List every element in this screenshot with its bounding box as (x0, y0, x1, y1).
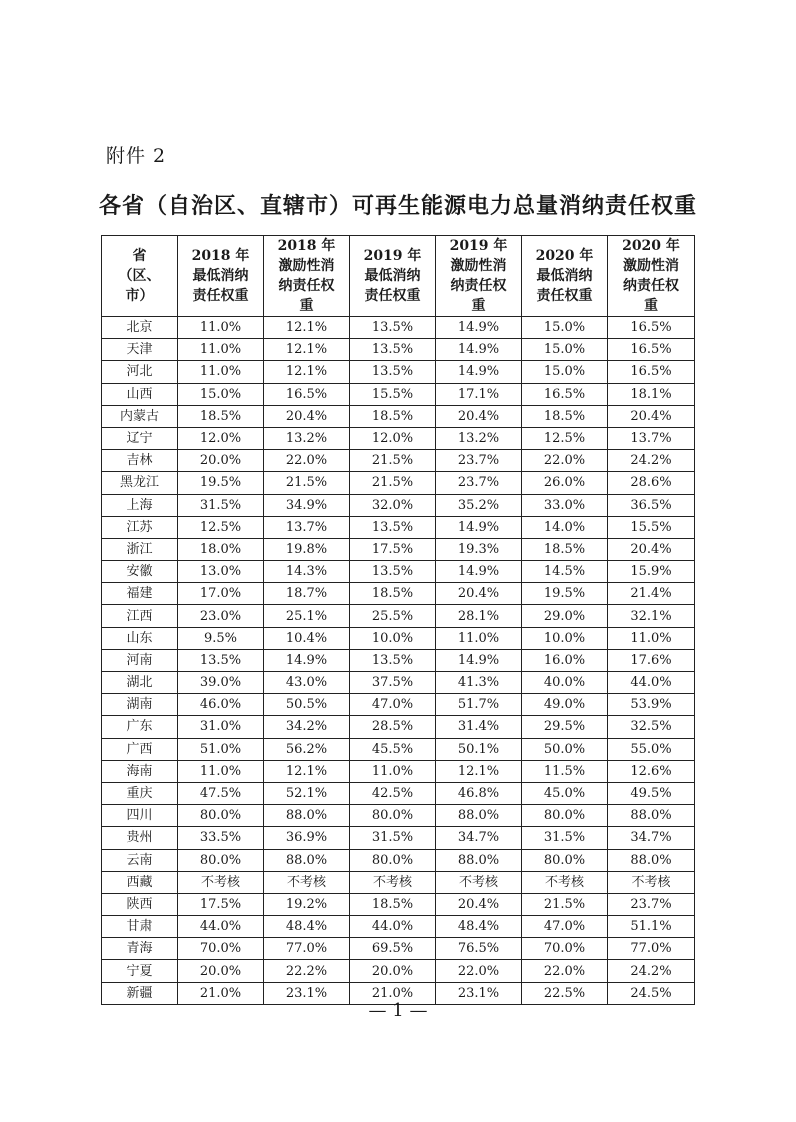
weight-2019-min-cell: 11.0% (350, 760, 436, 782)
weight-2020-incentive-cell: 15.9% (608, 561, 695, 583)
weight-2019-incentive-cell: 23.1% (436, 982, 522, 1004)
weight-2018-incentive-cell: 23.1% (264, 982, 350, 1004)
table-row (102, 516, 695, 538)
weight-2019-min-cell: 13.5% (350, 361, 436, 383)
page-number: — 1 — (368, 1000, 428, 1021)
table-row (102, 383, 695, 405)
weight-2019-incentive-cell: 14.9% (436, 561, 522, 583)
weight-2020-min-cell: 29.0% (522, 605, 608, 627)
weight-2018-min-cell: 47.5% (178, 782, 264, 804)
weight-2020-incentive-cell: 88.0% (608, 849, 695, 871)
weight-2020-min-cell: 26.0% (522, 472, 608, 494)
weight-2018-incentive-cell: 12.1% (264, 339, 350, 361)
province-cell: 浙江 (102, 538, 178, 560)
weight-2019-min-cell: 69.5% (350, 938, 436, 960)
province-cell: 西藏 (102, 871, 178, 893)
weight-2018-min-cell: 13.0% (178, 561, 264, 583)
province-cell: 贵州 (102, 827, 178, 849)
weight-2019-incentive-cell: 34.7% (436, 827, 522, 849)
table-row (102, 827, 695, 849)
weight-2019-incentive-cell: 不考核 (436, 871, 522, 893)
weight-2018-incentive-cell: 52.1% (264, 782, 350, 804)
weight-2018-incentive-cell: 25.1% (264, 605, 350, 627)
province-cell: 青海 (102, 938, 178, 960)
weight-2020-min-cell: 16.0% (522, 649, 608, 671)
weight-2019-min-cell: 15.5% (350, 383, 436, 405)
weight-2019-min-cell: 31.5% (350, 827, 436, 849)
weight-2018-incentive-cell: 13.7% (264, 516, 350, 538)
weight-2020-incentive-cell: 18.1% (608, 383, 695, 405)
weight-2019-min-cell: 80.0% (350, 805, 436, 827)
weight-2020-incentive-cell: 55.0% (608, 738, 695, 760)
weight-2018-incentive-cell: 12.1% (264, 317, 350, 339)
weight-2019-incentive-cell: 23.7% (436, 472, 522, 494)
weight-2019-incentive-cell: 35.2% (436, 494, 522, 516)
weight-2019-min-cell: 42.5% (350, 782, 436, 804)
table-row (102, 738, 695, 760)
table-row (102, 427, 695, 449)
weight-2019-min-cell: 21.0% (350, 982, 436, 1004)
weight-2020-incentive-cell: 16.5% (608, 317, 695, 339)
weight-2019-min-cell: 20.0% (350, 960, 436, 982)
weight-2018-incentive-cell: 88.0% (264, 849, 350, 871)
province-cell: 重庆 (102, 782, 178, 804)
weight-2019-incentive-cell: 14.9% (436, 361, 522, 383)
weight-2018-incentive-cell: 不考核 (264, 871, 350, 893)
table-row (102, 450, 695, 472)
weight-2018-min-cell: 70.0% (178, 938, 264, 960)
weight-2018-incentive-cell: 14.9% (264, 649, 350, 671)
weight-2019-incentive-cell: 14.9% (436, 649, 522, 671)
weight-2018-min-cell: 20.0% (178, 960, 264, 982)
weight-2019-min-cell: 28.5% (350, 716, 436, 738)
weight-2018-min-cell: 18.5% (178, 405, 264, 427)
table-row (102, 938, 695, 960)
weight-2020-min-cell: 15.0% (522, 317, 608, 339)
weight-2019-min-cell: 13.5% (350, 561, 436, 583)
weight-2018-min-cell: 20.0% (178, 450, 264, 472)
weight-2020-incentive-cell: 53.9% (608, 694, 695, 716)
province-cell: 上海 (102, 494, 178, 516)
weight-2018-incentive-cell: 34.2% (264, 716, 350, 738)
weight-2020-min-cell: 70.0% (522, 938, 608, 960)
weight-2019-incentive-cell: 17.1% (436, 383, 522, 405)
weight-2019-min-cell: 18.5% (350, 405, 436, 427)
table-row (102, 672, 695, 694)
weight-2019-min-cell: 45.5% (350, 738, 436, 760)
table-row (102, 849, 695, 871)
weight-2020-min-cell: 47.0% (522, 916, 608, 938)
weight-2020-incentive-cell: 20.4% (608, 405, 695, 427)
weight-2018-min-cell: 23.0% (178, 605, 264, 627)
weight-2020-incentive-cell: 24.5% (608, 982, 695, 1004)
weight-2020-min-cell: 45.0% (522, 782, 608, 804)
weight-2019-min-cell: 13.5% (350, 516, 436, 538)
province-cell: 北京 (102, 317, 178, 339)
weight-2019-incentive-cell: 88.0% (436, 805, 522, 827)
weight-2020-min-cell: 19.5% (522, 583, 608, 605)
table-row (102, 339, 695, 361)
weight-2019-incentive-cell: 46.8% (436, 782, 522, 804)
table-row (102, 627, 695, 649)
weight-2020-incentive-cell: 51.1% (608, 916, 695, 938)
weight-2018-min-cell: 31.5% (178, 494, 264, 516)
weight-2020-incentive-cell: 24.2% (608, 960, 695, 982)
weight-2019-incentive-cell: 12.1% (436, 760, 522, 782)
column-header-2019-incentive: 2019 年激励性消纳责任权重 (436, 236, 522, 317)
weight-2018-incentive-cell: 19.8% (264, 538, 350, 560)
weight-2018-incentive-cell: 50.5% (264, 694, 350, 716)
weight-2018-incentive-cell: 22.2% (264, 960, 350, 982)
weight-2020-incentive-cell: 23.7% (608, 893, 695, 915)
weight-2020-incentive-cell: 11.0% (608, 627, 695, 649)
weight-2020-incentive-cell: 不考核 (608, 871, 695, 893)
weight-2018-min-cell: 13.5% (178, 649, 264, 671)
weight-2018-incentive-cell: 20.4% (264, 405, 350, 427)
province-cell: 云南 (102, 849, 178, 871)
weight-2020-incentive-cell: 88.0% (608, 805, 695, 827)
weight-2018-min-cell: 51.0% (178, 738, 264, 760)
table-row (102, 583, 695, 605)
weight-2020-min-cell: 15.0% (522, 361, 608, 383)
weight-2020-min-cell: 18.5% (522, 538, 608, 560)
province-cell: 吉林 (102, 450, 178, 472)
province-cell: 江苏 (102, 516, 178, 538)
weight-2020-incentive-cell: 17.6% (608, 649, 695, 671)
weight-2019-min-cell: 13.5% (350, 317, 436, 339)
weight-2019-min-cell: 17.5% (350, 538, 436, 560)
weight-2018-min-cell: 15.0% (178, 383, 264, 405)
table-row (102, 805, 695, 827)
weight-2018-incentive-cell: 43.0% (264, 672, 350, 694)
table-row (102, 361, 695, 383)
table-row (102, 405, 695, 427)
weight-2019-min-cell: 10.0% (350, 627, 436, 649)
weight-2018-min-cell: 31.0% (178, 716, 264, 738)
weight-2020-min-cell: 80.0% (522, 849, 608, 871)
weight-2020-min-cell: 33.0% (522, 494, 608, 516)
weight-2018-min-cell: 12.5% (178, 516, 264, 538)
weight-2019-incentive-cell: 48.4% (436, 916, 522, 938)
weight-2019-incentive-cell: 14.9% (436, 317, 522, 339)
column-header-2020-incentive: 2020 年激励性消纳责任权重 (608, 236, 695, 317)
province-cell: 天津 (102, 339, 178, 361)
weight-2020-min-cell: 15.0% (522, 339, 608, 361)
weight-2018-incentive-cell: 19.2% (264, 893, 350, 915)
weight-2020-min-cell: 49.0% (522, 694, 608, 716)
province-cell: 四川 (102, 805, 178, 827)
weight-2020-incentive-cell: 24.2% (608, 450, 695, 472)
weights-table (101, 235, 695, 1005)
weight-2018-incentive-cell: 12.1% (264, 760, 350, 782)
weight-2019-min-cell: 32.0% (350, 494, 436, 516)
weight-2018-min-cell: 17.5% (178, 893, 264, 915)
table-header-row (102, 236, 695, 317)
weight-2018-min-cell: 18.0% (178, 538, 264, 560)
weight-2019-incentive-cell: 23.7% (436, 450, 522, 472)
weight-2018-min-cell: 11.0% (178, 317, 264, 339)
weight-2019-incentive-cell: 76.5% (436, 938, 522, 960)
weight-2020-min-cell: 16.5% (522, 383, 608, 405)
weight-2019-min-cell: 18.5% (350, 893, 436, 915)
weight-2018-incentive-cell: 12.1% (264, 361, 350, 383)
province-cell: 陕西 (102, 893, 178, 915)
weight-2018-incentive-cell: 13.2% (264, 427, 350, 449)
weight-2018-min-cell: 9.5% (178, 627, 264, 649)
weight-2020-incentive-cell: 32.5% (608, 716, 695, 738)
weight-2019-min-cell: 21.5% (350, 450, 436, 472)
weight-2019-incentive-cell: 88.0% (436, 849, 522, 871)
weight-2020-min-cell: 14.0% (522, 516, 608, 538)
weight-2020-min-cell: 22.5% (522, 982, 608, 1004)
weight-2019-min-cell: 13.5% (350, 649, 436, 671)
weight-2019-min-cell: 47.0% (350, 694, 436, 716)
weight-2018-min-cell: 39.0% (178, 672, 264, 694)
weight-2018-incentive-cell: 10.4% (264, 627, 350, 649)
weight-2020-min-cell: 31.5% (522, 827, 608, 849)
weight-2020-incentive-cell: 77.0% (608, 938, 695, 960)
province-cell: 江西 (102, 605, 178, 627)
weight-2019-min-cell: 18.5% (350, 583, 436, 605)
weight-2020-incentive-cell: 16.5% (608, 361, 695, 383)
weight-2018-min-cell: 44.0% (178, 916, 264, 938)
table-row (102, 538, 695, 560)
weight-2019-min-cell: 80.0% (350, 849, 436, 871)
document-title: 各省（自治区、直辖市）可再生能源电力总量消纳责任权重 (98, 193, 697, 219)
column-header-2020-min: 2020 年最低消纳责任权重 (522, 236, 608, 317)
table-row (102, 871, 695, 893)
weight-2018-min-cell: 11.0% (178, 361, 264, 383)
weight-2020-min-cell: 18.5% (522, 405, 608, 427)
province-cell: 湖北 (102, 672, 178, 694)
table-row (102, 893, 695, 915)
weight-2019-incentive-cell: 14.9% (436, 516, 522, 538)
weight-2019-incentive-cell: 50.1% (436, 738, 522, 760)
weight-2018-min-cell: 46.0% (178, 694, 264, 716)
province-cell: 海南 (102, 760, 178, 782)
table-row (102, 760, 695, 782)
province-cell: 甘肃 (102, 916, 178, 938)
weight-2019-incentive-cell: 51.7% (436, 694, 522, 716)
weight-2018-min-cell: 33.5% (178, 827, 264, 849)
weight-2020-min-cell: 22.0% (522, 450, 608, 472)
weight-2018-incentive-cell: 56.2% (264, 738, 350, 760)
province-cell: 宁夏 (102, 960, 178, 982)
weight-2019-incentive-cell: 28.1% (436, 605, 522, 627)
weight-2018-incentive-cell: 77.0% (264, 938, 350, 960)
weight-2020-incentive-cell: 16.5% (608, 339, 695, 361)
weight-2019-min-cell: 21.5% (350, 472, 436, 494)
weight-2020-min-cell: 29.5% (522, 716, 608, 738)
weight-2020-incentive-cell: 34.7% (608, 827, 695, 849)
weight-2019-min-cell: 12.0% (350, 427, 436, 449)
weight-2019-incentive-cell: 31.4% (436, 716, 522, 738)
weight-2018-incentive-cell: 14.3% (264, 561, 350, 583)
table-row (102, 561, 695, 583)
weight-2018-min-cell: 11.0% (178, 760, 264, 782)
weight-2020-min-cell: 10.0% (522, 627, 608, 649)
province-cell: 河南 (102, 649, 178, 671)
weight-2019-incentive-cell: 41.3% (436, 672, 522, 694)
weight-2018-min-cell: 11.0% (178, 339, 264, 361)
weight-2020-min-cell: 40.0% (522, 672, 608, 694)
weight-2020-min-cell: 11.5% (522, 760, 608, 782)
weight-2018-incentive-cell: 22.0% (264, 450, 350, 472)
weight-2020-min-cell: 22.0% (522, 960, 608, 982)
table-row (102, 472, 695, 494)
weight-2019-min-cell: 25.5% (350, 605, 436, 627)
table-row (102, 317, 695, 339)
weight-2020-min-cell: 21.5% (522, 893, 608, 915)
weight-2020-incentive-cell: 21.4% (608, 583, 695, 605)
weight-2019-incentive-cell: 22.0% (436, 960, 522, 982)
weight-2018-min-cell: 19.5% (178, 472, 264, 494)
weight-2019-incentive-cell: 11.0% (436, 627, 522, 649)
table-row (102, 649, 695, 671)
weight-2018-min-cell: 12.0% (178, 427, 264, 449)
province-cell: 山西 (102, 383, 178, 405)
weight-2019-min-cell: 44.0% (350, 916, 436, 938)
weight-2020-min-cell: 12.5% (522, 427, 608, 449)
weight-2020-min-cell: 50.0% (522, 738, 608, 760)
weight-2020-incentive-cell: 36.5% (608, 494, 695, 516)
table-row (102, 782, 695, 804)
province-cell: 新疆 (102, 982, 178, 1004)
column-header-2018-incentive: 2018 年激励性消纳责任权重 (264, 236, 350, 317)
table-row (102, 494, 695, 516)
province-cell: 河北 (102, 361, 178, 383)
province-cell: 山东 (102, 627, 178, 649)
province-cell: 安徽 (102, 561, 178, 583)
weight-2018-incentive-cell: 48.4% (264, 916, 350, 938)
weight-2020-incentive-cell: 15.5% (608, 516, 695, 538)
province-cell: 湖南 (102, 694, 178, 716)
weight-2019-incentive-cell: 20.4% (436, 583, 522, 605)
province-cell: 福建 (102, 583, 178, 605)
weight-2020-incentive-cell: 13.7% (608, 427, 695, 449)
table-row (102, 916, 695, 938)
weight-2019-incentive-cell: 14.9% (436, 339, 522, 361)
weight-2018-incentive-cell: 21.5% (264, 472, 350, 494)
column-header-province: 省（区、市） (102, 236, 178, 317)
weight-2020-min-cell: 不考核 (522, 871, 608, 893)
weight-2020-incentive-cell: 32.1% (608, 605, 695, 627)
province-cell: 广西 (102, 738, 178, 760)
weight-2018-incentive-cell: 36.9% (264, 827, 350, 849)
weight-2020-incentive-cell: 44.0% (608, 672, 695, 694)
weight-2018-incentive-cell: 18.7% (264, 583, 350, 605)
table-row (102, 960, 695, 982)
table-row (102, 694, 695, 716)
province-cell: 黑龙江 (102, 472, 178, 494)
table-row (102, 716, 695, 738)
table-body (102, 317, 695, 1005)
weight-2018-min-cell: 80.0% (178, 849, 264, 871)
weight-2018-min-cell: 80.0% (178, 805, 264, 827)
weight-2019-incentive-cell: 19.3% (436, 538, 522, 560)
weight-2020-incentive-cell: 28.6% (608, 472, 695, 494)
province-cell: 辽宁 (102, 427, 178, 449)
weight-2020-incentive-cell: 49.5% (608, 782, 695, 804)
weight-2018-min-cell: 17.0% (178, 583, 264, 605)
weight-2018-min-cell: 不考核 (178, 871, 264, 893)
weight-2019-min-cell: 37.5% (350, 672, 436, 694)
weight-2019-incentive-cell: 20.4% (436, 893, 522, 915)
province-cell: 内蒙古 (102, 405, 178, 427)
weight-2018-incentive-cell: 88.0% (264, 805, 350, 827)
weight-2019-incentive-cell: 13.2% (436, 427, 522, 449)
province-cell: 广东 (102, 716, 178, 738)
weight-2018-incentive-cell: 34.9% (264, 494, 350, 516)
table-row (102, 605, 695, 627)
weight-2020-min-cell: 14.5% (522, 561, 608, 583)
weight-2019-incentive-cell: 20.4% (436, 405, 522, 427)
weight-2020-incentive-cell: 20.4% (608, 538, 695, 560)
weight-2020-incentive-cell: 12.6% (608, 760, 695, 782)
column-header-2018-min: 2018 年最低消纳责任权重 (178, 236, 264, 317)
weight-2019-min-cell: 不考核 (350, 871, 436, 893)
column-header-2019-min: 2019 年最低消纳责任权重 (350, 236, 436, 317)
weight-2019-min-cell: 13.5% (350, 339, 436, 361)
weight-2018-incentive-cell: 16.5% (264, 383, 350, 405)
attachment-label: 附件 2 (106, 145, 167, 167)
weight-2018-min-cell: 21.0% (178, 982, 264, 1004)
weight-2020-min-cell: 80.0% (522, 805, 608, 827)
